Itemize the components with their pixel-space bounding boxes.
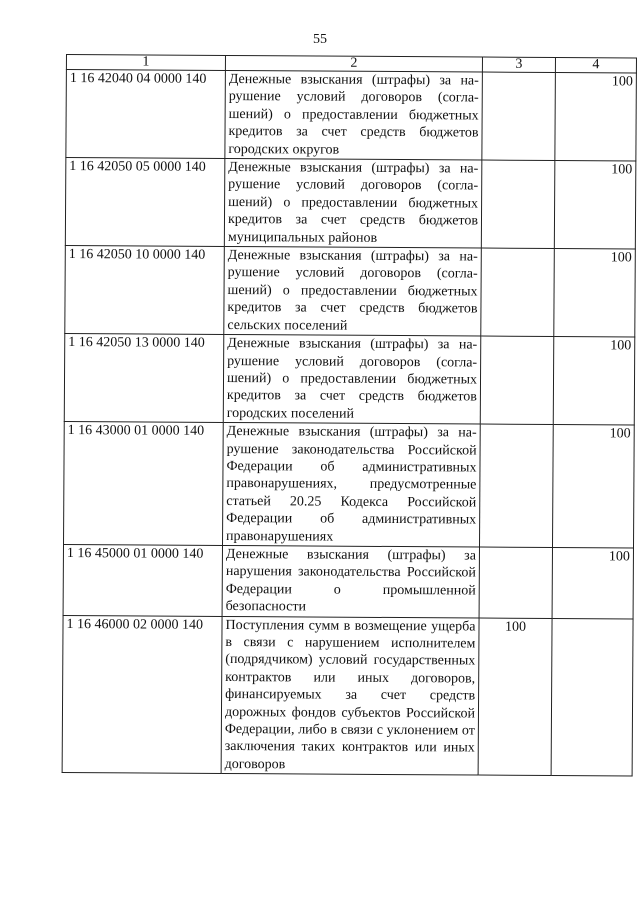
table-row <box>64 334 635 426</box>
table-row <box>65 158 636 250</box>
budget-code-cell: 1 16 42050 10 0000 140 <box>65 246 225 335</box>
description-cell: Денежные взыскания (штрафы) за нарушение законодательства Российской Федерации об административных правонарушениях, предусмотренные статьей 20.25 Кодекса Российской Федерации об административных правонарушениях <box>223 423 481 547</box>
budget-code-cell: 1 16 45000 01 0000 140 <box>63 544 222 616</box>
table-row <box>62 615 633 776</box>
description-cell: Денежные взыскания (штрафы) за нарушение условий договоров (соглашений) о предоставлении бюджетных кредитов за счет средств бюджетов городских поселений <box>223 335 481 425</box>
budget-classification-table <box>62 54 637 777</box>
amount-col4-cell: 100 <box>555 72 637 161</box>
table-row <box>63 544 633 618</box>
amount-col4-cell <box>551 618 633 776</box>
table-row <box>64 422 635 548</box>
description-cell: Денежные взыскания (штрафы) за нарушение условий договоров (соглашений) о предоставлении бюджетных кредитов за счет средств бюджетов сельских поселений <box>224 247 482 337</box>
amount-col3-cell <box>479 424 553 547</box>
amount-col3-cell <box>481 248 555 336</box>
column-header-2: 2 <box>225 55 482 72</box>
column-header-1: 1 <box>66 55 225 71</box>
amount-col4-cell: 100 <box>552 425 634 548</box>
description-cell: Денежные взыскания (штрафы) за нарушение условий договоров (соглашений) о предоставлении бюджетных кредитов за счет средств бюджетов городских округов <box>225 70 483 160</box>
description-cell: Денежные взыскания (штрафы) за нарушения законодательства Российской Федерации о промышленной безопасности <box>222 545 479 617</box>
table-row <box>66 70 637 162</box>
amount-col3-cell <box>481 160 555 248</box>
amount-col4-cell: 100 <box>552 547 633 618</box>
amount-col3-cell <box>480 336 554 424</box>
description-cell: Денежные взыскания (штрафы) за нарушение условий договоров (соглашений) о предоставлении бюджетных кредитов за счет средств бюджетов муниципальных районов <box>224 159 482 249</box>
budget-code-cell: 1 16 43000 01 0000 140 <box>64 422 224 546</box>
column-header-4: 4 <box>555 57 636 72</box>
amount-col4-cell: 100 <box>554 249 636 338</box>
budget-code-cell: 1 16 42040 04 0000 140 <box>66 70 226 159</box>
amount-col3-cell <box>479 547 552 618</box>
budget-code-cell: 1 16 42050 05 0000 140 <box>65 158 225 247</box>
amount-col3-cell: 100 <box>478 618 552 776</box>
table-row <box>65 246 636 338</box>
page-number: 55 <box>313 32 327 47</box>
amount-col4-cell: 100 <box>554 161 636 250</box>
budget-code-cell: 1 16 42050 13 0000 140 <box>64 334 224 423</box>
column-header-3: 3 <box>482 57 555 72</box>
description-cell: Поступления сумм в возмещение ущерба в связи с нарушением исполнителем (подрядчиком) условий государственных контрактов или иных договоров, финансируемых за счет средств дорожных фондов субъектов Российской Федерации, либо в связи с уклонением от заключения таких контрактов или иных договоров <box>221 616 479 775</box>
amount-col3-cell <box>482 72 556 160</box>
budget-code-cell: 1 16 46000 02 0000 140 <box>62 615 222 774</box>
amount-col4-cell: 100 <box>553 337 635 426</box>
